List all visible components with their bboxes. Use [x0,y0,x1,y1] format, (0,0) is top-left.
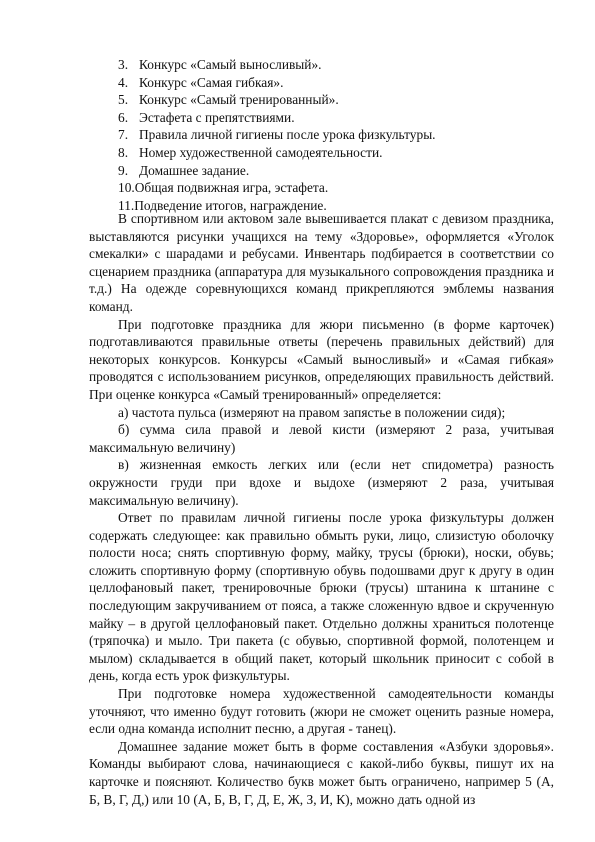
list-item-text: Домашнее задание. [139,162,250,178]
list-item-text: Правила личной гигиены после урока физкультуры. [139,127,436,143]
list-item-text: Номер художественной самодеятельности. [139,144,383,160]
paragraph-pulse-item: а) частота пульса (измеряют на правом запястье в положении сидя); [118,404,506,420]
list-item [118,109,538,127]
list-item-number: 6. [118,109,129,125]
list-item-number: 3. [118,57,129,72]
paragraph-art-performance: При подготовке номера художественной самодеятельности команды уточняют, что именно будут готовить (жюри не сможет оценить разные номера, если одна команда исполнит песню, а другая - танец). [89,686,554,737]
paragraph-hygiene-rules: Ответ по правилам личной гигиены после урока физкультуры должен содержать следующее: как правильно обмыть руки, лицо, слизистую оболочку полости носа; снять спортивную форму, майку, трусы (брюки), носки, обувь; сложить спортивную форму (спортивную обувь подошвами друг к другу в один целлофановый пакет, тренировочные брюки (трусы) штанина к штанине с последующим закручиванием от пояса, а также сложенную вдвое и скрученную майку – в другой целлофановый пакет. Отдельно должны храниться полотенце (тряпочка) и мыло. Три пакета (с обувью, спортивной формой, полотенцем и мылом) складывается в общий пакет, который школьник приносит с собой в день, когда есть урок физкультуры. [89,510,554,684]
list-item-text: Общая подвижная игра, эстафета. [134,180,329,196]
list-item-number: 9. [118,162,129,178]
list-item [118,162,538,180]
list-item-number: 11. [118,197,135,213]
list-item [118,179,538,197]
event-program-list [118,56,538,214]
paragraph-jury-preparation: При подготовке праздника для жюри письменно (в форме карточек) подготавливаются правильные ответы (перечень правильных действий) для некоторых конкурсов. Конкурсы «Самый выносливый» и «Самая гибкая» проводятся с использованием рисунков, определяющих правильность действий. При оценке конкурса «Самый тренированный» определяется: [89,316,554,402]
list-item-number: 5. [118,92,129,108]
paragraph-homework: Домашнее задание может быть в форме составления «Азбуки здоровья». Команды выбирают слова, начинающиеся с какой-либо буквы, пишут их на карточке и поясняют. Количество букв может быть ограничено, например 5 (А, Б, В, Г, Д,) или 10 (А, Б, В, Г, Д, Е, Ж, З, И, К), можно дать одной из [89,738,554,807]
paragraph-hall-decoration: В спортивном или актовом зале вывешивается плакат с девизом праздника, выставляются рисунки учащихся на тему «Здоровье», оформляется «Уголок смекалки» с шарадами и ребусами. Инвентарь подбирается в соответствии со сценарием праздника (аппаратура для музыкального сопровождения праздника и т.д.) На одежде соревнующихся команд прикрепляются эмблемы названия команд. [89,211,554,314]
list-item-text: Конкурс «Самый выносливый». [139,57,322,72]
list-item-number: 10. [118,180,135,196]
list-item-number: 7. [118,127,129,143]
list-item-text: Конкурс «Самая гибкая». [139,74,284,90]
list-item-number: 4. [118,74,129,90]
paragraph-lung-capacity-item: в) жизненная емкость легких или (если нет спидометра) разность окружности груди при вдохе и выдохе (измеряют 2 раза, учитывая максимальную величину). [89,457,554,508]
list-item [118,126,538,144]
list-item-text: Конкурс «Самый тренированный». [139,92,339,108]
paragraph-hand-strength-item: б) сумма сила правой и левой кисти (измеряют 2 раза, учитывая максимальную величину) [89,422,554,455]
list-item-number: 8. [118,144,129,160]
list-item-text: Эстафета с препятствиями. [139,109,295,125]
list-item [118,91,538,109]
body-text [89,210,554,808]
list-item [118,74,538,92]
list-item-text: Подведение итогов, награждение. [134,197,327,213]
list-item [118,56,538,74]
list-item [118,144,538,162]
